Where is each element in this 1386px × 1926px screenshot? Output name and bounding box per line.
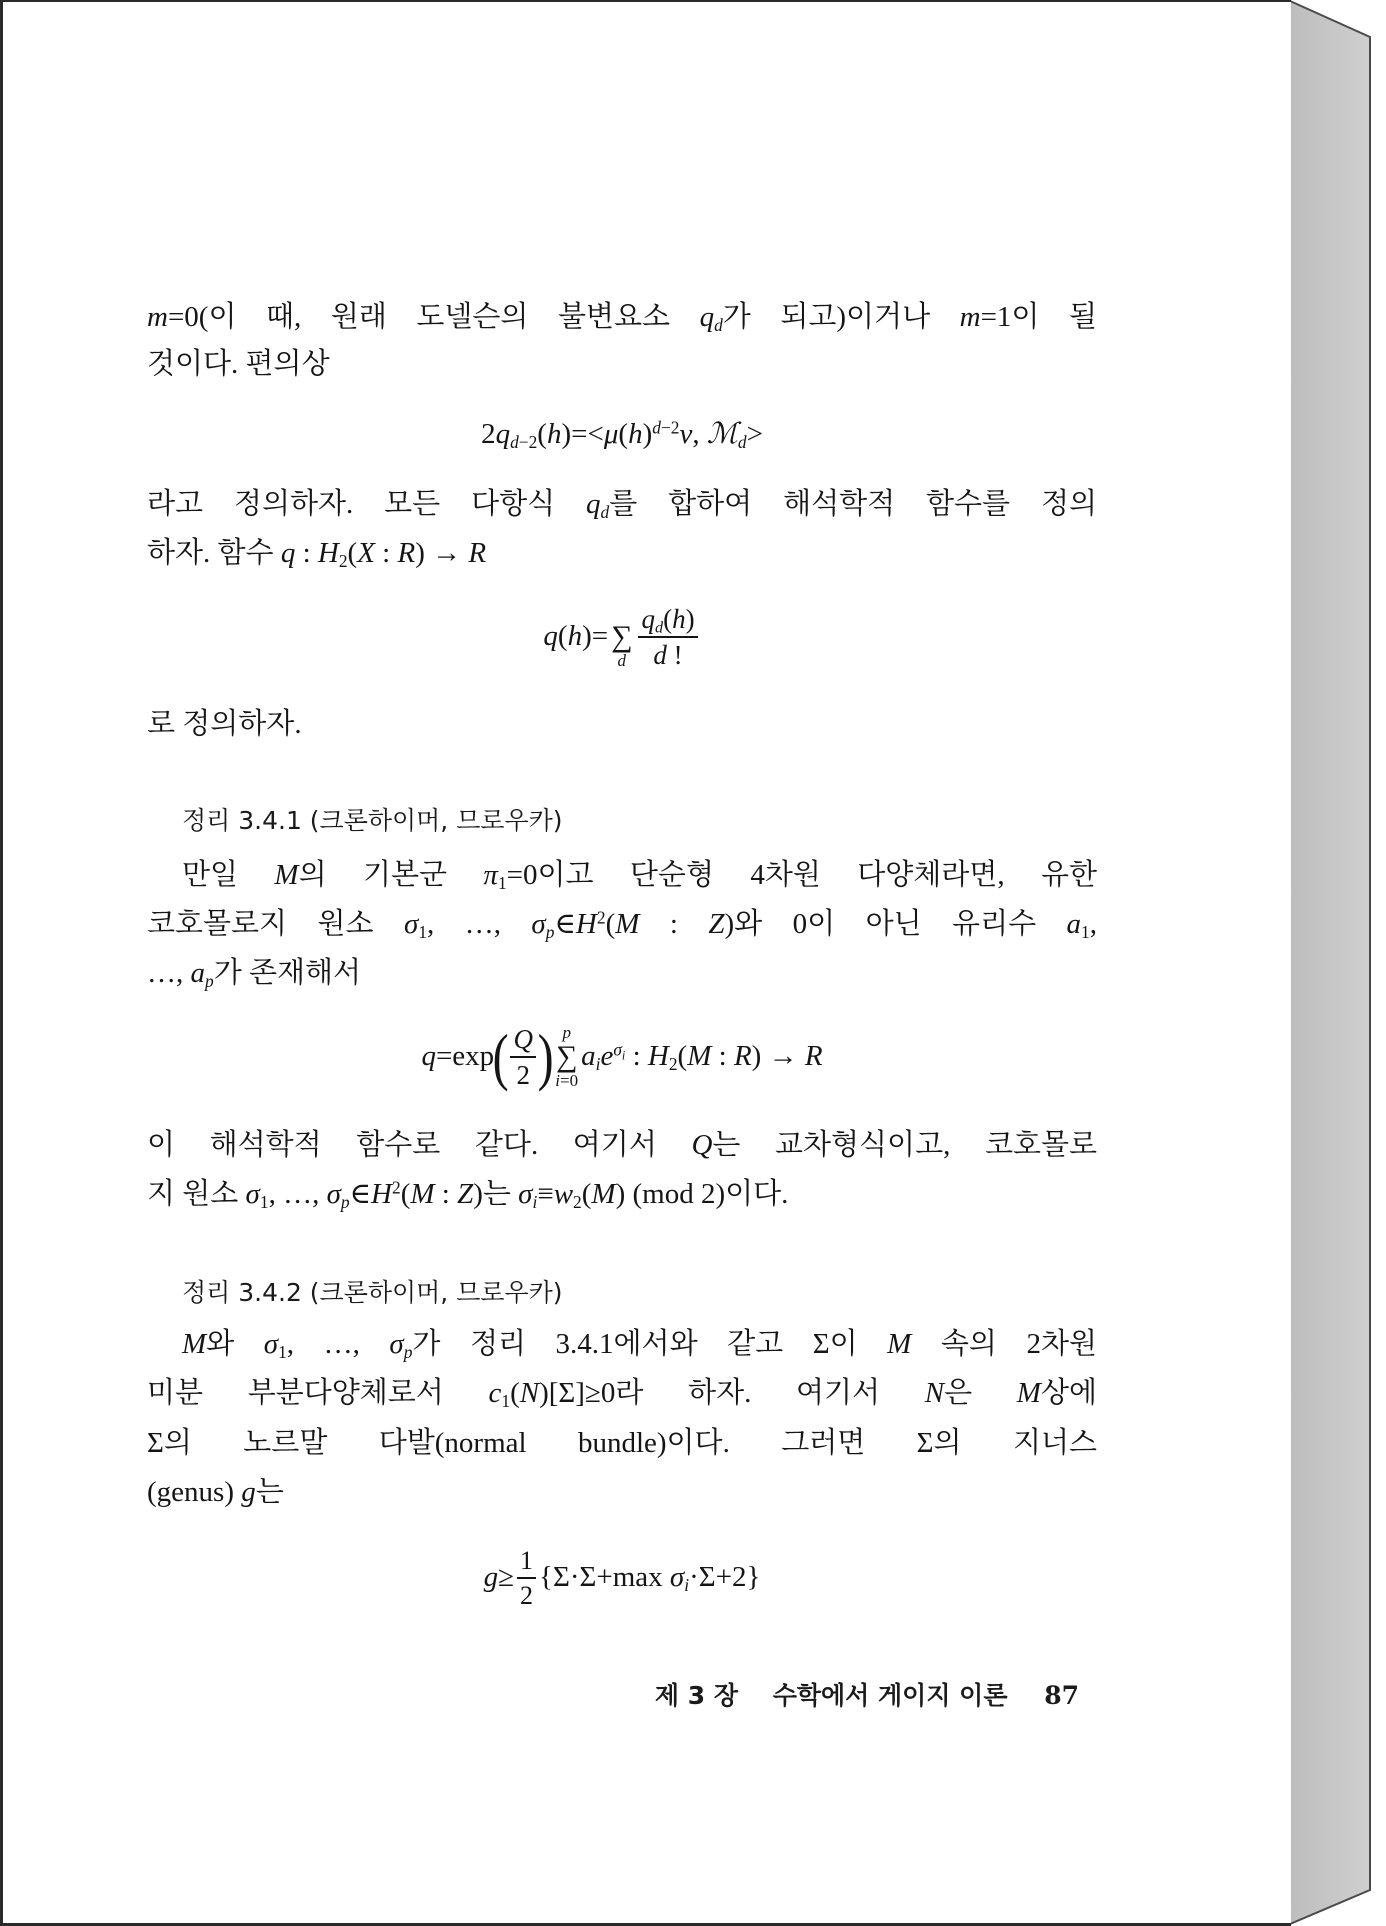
- text-line: [147, 533, 1097, 573]
- math-variable: h: [567, 620, 583, 653]
- text-run: 2: [481, 418, 496, 451]
- math-variable: h: [672, 603, 686, 634]
- text-run: (: [510, 1377, 520, 1409]
- equation-theorem-3-4-2: [147, 1533, 1097, 1623]
- text-run: ≥: [498, 1561, 515, 1594]
- math-variable: σ: [518, 1178, 533, 1210]
- math-subscript: d: [600, 501, 610, 522]
- summation: [611, 604, 632, 670]
- math-variable: Q: [691, 1129, 713, 1161]
- text-run: {Σ·Σ+max: [539, 1561, 670, 1594]
- math-subscript: i: [595, 1053, 601, 1074]
- text-line: [147, 1373, 1097, 1413]
- text-run: 은: [944, 1377, 1017, 1409]
- text-run: 가 되고)이거나: [722, 301, 960, 333]
- fraction: [638, 605, 697, 670]
- math-variable: q: [495, 418, 511, 451]
- math-subscript: i: [532, 1191, 538, 1212]
- superscript: 2: [596, 907, 606, 928]
- math-variable: μ: [603, 418, 619, 451]
- text-run: 를 합하여 해석학적 함수를 정의: [609, 488, 1098, 520]
- text-line: [147, 1423, 1097, 1463]
- equation-1: [147, 415, 1097, 455]
- math-variable: M: [410, 1178, 435, 1210]
- subscript: 1: [418, 921, 428, 942]
- text-run: 지 원소: [147, 1178, 246, 1210]
- text-run: 가 존재해서: [213, 957, 362, 989]
- text-run: :: [295, 537, 318, 569]
- text-run: , …,: [268, 1178, 327, 1210]
- math-superscript: σ: [613, 1039, 622, 1060]
- math-subscript: p: [205, 970, 214, 991]
- subscript: 1: [278, 1341, 287, 1362]
- equation-lhs: [484, 1562, 514, 1594]
- math-variable: Z: [457, 1178, 474, 1210]
- math-variable: m: [959, 301, 981, 333]
- text-run: ∈: [554, 908, 576, 940]
- text-run: )=: [582, 620, 609, 653]
- math-variable: σ: [245, 1178, 260, 1210]
- math-subscript: d: [654, 618, 664, 637]
- text-run: )=<: [561, 418, 604, 451]
- math-variable: H: [317, 537, 339, 569]
- text-run: (: [347, 537, 358, 569]
- subscript: −2: [518, 431, 538, 452]
- math-variable: p: [562, 1023, 571, 1042]
- math-variable: M: [687, 1040, 712, 1073]
- text-run: 속의 2차원: [911, 1328, 1098, 1360]
- fraction-bar: [638, 636, 697, 638]
- text-run: :: [711, 1040, 734, 1073]
- text-run: ,: [692, 418, 707, 451]
- math-variable: a: [190, 957, 205, 989]
- fraction-bar: [510, 1056, 536, 1058]
- math-variable: q: [586, 488, 601, 520]
- equation-rhs: [581, 1041, 822, 1073]
- text-line: [147, 297, 1097, 337]
- fraction-denominator: [517, 1582, 536, 1609]
- math-variable: Q: [513, 1023, 533, 1054]
- text-run: (: [605, 908, 616, 940]
- math-variable: X: [357, 537, 375, 569]
- fraction-numerator: [517, 1547, 536, 1574]
- math-variable: σ: [389, 1328, 404, 1360]
- text-run: >: [746, 418, 763, 451]
- math-variable: M: [615, 908, 640, 940]
- text-line: [147, 344, 1097, 384]
- math-variable: a: [581, 1040, 596, 1073]
- equation-rhs: [539, 1562, 760, 1594]
- math-variable: σ: [531, 908, 546, 940]
- equation-lhs: [543, 621, 608, 653]
- math-subscript: d: [737, 431, 747, 452]
- text-run: ·Σ+2}: [689, 1561, 761, 1594]
- math-subscript: p: [545, 921, 555, 942]
- text-run: ): [642, 418, 653, 451]
- math-superscript-subscript: i: [621, 1048, 626, 1063]
- text-run: 2: [520, 1581, 534, 1610]
- text-run: (genus): [147, 1476, 242, 1508]
- math-variable: N: [924, 1377, 945, 1409]
- fraction-denominator: [513, 1061, 533, 1089]
- equation-theorem-3-4-1: [147, 1002, 1097, 1112]
- text-run: 가 정리 3.4.1에서와 같고 Σ이: [412, 1328, 888, 1360]
- page-number: 87: [1044, 1681, 1079, 1710]
- text-run: ,: [1089, 908, 1097, 940]
- summation: [555, 1024, 578, 1090]
- text-run: 하자. 함수: [147, 537, 281, 569]
- math-subscript: p: [340, 1191, 350, 1212]
- math-variable: d: [617, 651, 627, 670]
- text-run: 미분 부분다양체로서: [147, 1377, 489, 1409]
- summation-symbol: ∑: [556, 1040, 578, 1073]
- text-run: 코호몰로지 원소: [147, 908, 404, 940]
- math-variable: ℳ: [706, 418, 738, 451]
- running-footer: [560, 1676, 1079, 1716]
- fraction: [510, 1025, 536, 1090]
- math-variable: d: [653, 640, 667, 670]
- text-run: (: [537, 418, 547, 451]
- math-variable: g: [241, 1476, 256, 1508]
- subscript: 2: [573, 1191, 582, 1212]
- text-run: !: [666, 640, 683, 670]
- math-variable: q: [543, 620, 558, 653]
- book-side-edge: [1290, 1, 1370, 1924]
- text-run: ) (mod 2)이다.: [615, 1178, 789, 1210]
- text-line: [147, 1125, 1097, 1165]
- math-variable: π: [483, 859, 498, 891]
- math-variable: q: [699, 301, 715, 333]
- text-line: [147, 1174, 1097, 1214]
- math-variable: σ: [263, 1328, 279, 1360]
- text-run: 의 기본군: [298, 859, 484, 891]
- text-run: (: [400, 1178, 411, 1210]
- text-run: Σ의 노르말 다발(normal bundle)이다. 그러면 Σ의 지너스: [147, 1427, 1097, 1459]
- subscript: 1: [501, 1390, 511, 1411]
- theorem-heading: 정리 3.4.2 (크론하이머, 므로우카): [182, 1278, 563, 1307]
- text-line: [147, 904, 1097, 944]
- right-parenthesis: ): [537, 1021, 554, 1092]
- math-variable: Z: [708, 908, 725, 940]
- text-run: 것이다. 편의상: [147, 348, 330, 380]
- text-run: (: [581, 1178, 592, 1210]
- text-run: ): [685, 603, 695, 634]
- math-variable: q: [641, 603, 655, 634]
- math-variable: σ: [326, 1178, 341, 1210]
- text-run: =0(이 때, 원래 도넬슨의 불변요소: [167, 301, 700, 333]
- text-run: :: [625, 1040, 648, 1073]
- subscript: 2: [668, 1053, 678, 1074]
- math-variable: q: [421, 1040, 436, 1073]
- math-variable: N: [519, 1377, 540, 1409]
- text-run: 2: [516, 1060, 530, 1090]
- text-run: , …,: [427, 908, 532, 940]
- text-line: [147, 704, 1097, 744]
- text-run: , …,: [286, 1328, 390, 1360]
- subscript: 1: [259, 1191, 269, 1212]
- text-run: …,: [147, 957, 191, 989]
- equation-content: [481, 419, 763, 451]
- math-variable: R: [733, 1040, 752, 1073]
- fraction-numerator: [510, 1025, 536, 1053]
- math-subscript: d: [714, 314, 723, 335]
- math-subscript: d: [510, 431, 519, 452]
- fraction-denominator: [650, 641, 685, 669]
- math-variable: e: [600, 1040, 614, 1073]
- math-subscript: i: [684, 1574, 690, 1595]
- subscript: 1: [1081, 921, 1090, 942]
- math-subscript: p: [403, 1341, 413, 1362]
- text-run: ∈: [349, 1178, 372, 1210]
- text-line: [147, 1472, 1097, 1512]
- text-run: =0이고 단순형 4차원 다양체라면, 유한: [506, 859, 1097, 891]
- text-run: =exp: [435, 1040, 495, 1073]
- math-variable: q: [280, 537, 296, 569]
- math-variable: H: [647, 1040, 669, 1073]
- text-run: (: [663, 603, 673, 634]
- text-line: [147, 484, 1097, 524]
- math-variable: w: [553, 1178, 574, 1210]
- math-variable: M: [182, 1328, 207, 1360]
- superscript: 2: [392, 1177, 401, 1198]
- text-run: (: [557, 620, 568, 653]
- superscript: −2: [660, 417, 680, 438]
- math-variable: H: [371, 1178, 392, 1210]
- math-variable: R: [804, 1040, 823, 1073]
- text-run: 만일: [182, 859, 275, 891]
- math-variable: M: [1016, 1377, 1041, 1409]
- text-line: [147, 953, 1097, 993]
- text-run: 상에: [1040, 1377, 1097, 1409]
- math-variable: H: [575, 908, 597, 940]
- math-variable: M: [591, 1178, 616, 1210]
- text-run: ) →: [751, 1040, 805, 1073]
- text-run: 로 정의하자.: [147, 708, 302, 740]
- text-run: )[Σ]≥0라 하자. 여기서: [539, 1377, 925, 1409]
- math-variable: m: [147, 301, 168, 333]
- text-run: ) →: [415, 537, 469, 569]
- text-run: (: [677, 1040, 688, 1073]
- text-run: )는: [473, 1178, 519, 1210]
- text-line: [182, 1324, 1097, 1364]
- fraction-bar: [517, 1577, 536, 1579]
- text-run: (: [618, 418, 629, 451]
- text-run: 와: [206, 1328, 264, 1360]
- text-run: 는: [255, 1476, 284, 1508]
- summation-lower-limit: [618, 652, 627, 670]
- text-run: 이 해석학적 함수로 같다. 여기서: [147, 1129, 692, 1161]
- math-variable: h: [628, 418, 643, 451]
- text-run: :: [434, 1178, 458, 1210]
- math-variable: σ: [404, 908, 419, 940]
- math-variable: ν: [679, 418, 693, 451]
- subscript: 2: [338, 550, 348, 571]
- equation-lhs: [421, 1041, 494, 1073]
- chapter-label: 제 3 장: [654, 1681, 738, 1710]
- text-run: 는 교차형식이고, 코호몰로: [712, 1129, 1097, 1161]
- text-run: 1: [520, 1545, 534, 1575]
- summation-lower-limit: [555, 1072, 578, 1090]
- fraction: [517, 1547, 536, 1610]
- text-run: :: [639, 908, 709, 940]
- subscript: 1: [497, 872, 507, 893]
- math-variable: M: [274, 859, 299, 891]
- text-run: :: [374, 537, 398, 569]
- math-variable: c: [488, 1377, 502, 1409]
- text-run: 라고 정의하자. 모든 다항식: [147, 488, 587, 520]
- text-run: ≡: [537, 1178, 554, 1210]
- math-variable: R: [397, 537, 416, 569]
- fraction-numerator: [638, 603, 697, 637]
- text-run: =1이 될: [980, 301, 1098, 333]
- text-line: [182, 855, 1097, 895]
- text-run: )와 0이 아닌 유리수: [724, 908, 1067, 940]
- math-variable: R: [468, 537, 487, 569]
- math-variable: σ: [669, 1561, 685, 1594]
- text-run: =0: [560, 1071, 579, 1090]
- math-variable: M: [887, 1328, 912, 1360]
- math-variable: g: [483, 1561, 499, 1594]
- summation-symbol: ∑: [611, 620, 633, 653]
- math-variable: i: [555, 1071, 561, 1090]
- math-variable: h: [546, 418, 562, 451]
- theorem-heading: 정리 3.4.1 (크론하이머, 므로우카): [182, 806, 563, 835]
- chapter-title: 수학에서 게이지 이론: [772, 1681, 1008, 1710]
- equation-2: [147, 587, 1097, 687]
- left-parenthesis: (: [492, 1021, 509, 1092]
- math-variable: a: [1066, 908, 1082, 940]
- math-superscript: d: [652, 417, 661, 438]
